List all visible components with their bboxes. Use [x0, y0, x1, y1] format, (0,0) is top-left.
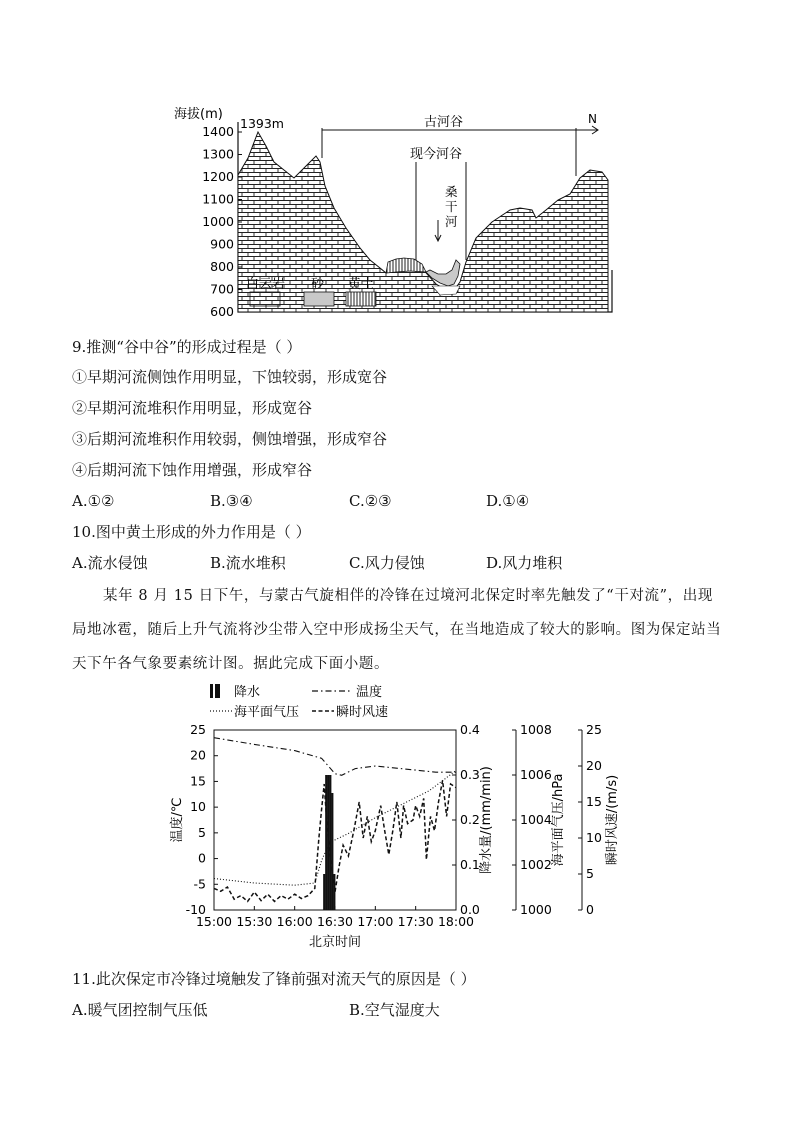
question-11-option-b[interactable]: B.空气湿度大 [349, 1001, 440, 1019]
north-label: N [588, 112, 597, 126]
legend-wind-label: 瞬时风速 [336, 705, 389, 720]
question-11-stem: 11.此次保定市冷锋过境触发了锋前强对流天气的原因是（ ） [72, 970, 476, 988]
question-10-stem: 10.图中黄土形成的外力作用是（ ） [72, 523, 311, 541]
wind-axis-label: 瞬时风速/(m/s) [605, 774, 620, 866]
temperature-tick-label: 5 [198, 824, 206, 840]
series-line-pressure [214, 771, 456, 886]
pressure-tick-label: 1006 [520, 767, 552, 782]
modern-valley-lines [416, 162, 466, 260]
wind-tick-label: 5 [586, 866, 594, 881]
precipitation-bar [333, 874, 335, 910]
figure1-y-tick: 1200 [202, 169, 234, 184]
x-tick-label: 17:30 [397, 914, 434, 929]
temperature-tick-label: 20 [190, 747, 206, 763]
question-10-option-d[interactable]: D.风力堆积 [486, 554, 563, 572]
figure1-y-tick: 1400 [202, 124, 234, 139]
precipitation-tick-label: 0.3 [460, 767, 480, 782]
precipitation-tick-label: 0.0 [460, 902, 480, 917]
pressure-axis-label: 海平面气压/hPa [551, 773, 566, 867]
figure1-y-tick: 1300 [202, 146, 234, 162]
precipitation-bar [323, 874, 325, 910]
question-9-stem: 9.推测“谷中谷”的形成过程是（ ） [72, 338, 302, 356]
precipitation-bar [327, 775, 329, 910]
wind-tick-label: 0 [586, 902, 594, 917]
x-tick-label: 15:00 [195, 914, 233, 929]
figure1-y-tick: 700 [210, 281, 234, 297]
pressure-tick-label: 1008 [520, 722, 552, 737]
question-10-option-b[interactable]: B.流水堆积 [210, 554, 286, 572]
wind-tick-label: 15 [586, 794, 602, 809]
question-10-option-c[interactable]: C.风力侵蚀 [349, 554, 425, 572]
river-label-1: 桑 [445, 184, 458, 199]
question-9-option-c[interactable]: C.②③ [349, 492, 392, 510]
temperature-tick-label: -10 [185, 902, 206, 917]
river-label-3: 河 [445, 214, 458, 229]
pressure-tick-label: 1000 [520, 902, 552, 917]
wind-tick-label: 25 [586, 722, 602, 737]
temperature-tick-label: 15 [190, 773, 206, 789]
meteorology-chart [150, 678, 650, 958]
temperature-tick-label: 25 [190, 722, 206, 737]
precipitation-bar [329, 775, 331, 910]
river-label-2: 干 [445, 199, 458, 214]
modern-valley-label: 现今河谷 [410, 147, 463, 162]
precipitation-bar [331, 793, 333, 910]
figure1-y-axis-label: 海拔(m) [174, 107, 223, 122]
figure1-y-tick: 600 [210, 304, 234, 319]
legend-pressure-label: 海平面气压 [234, 705, 300, 720]
precipitation-axis-label: 降水量/(mm/min) [479, 766, 494, 874]
legend-swatch-loess [346, 292, 376, 306]
x-axis-label: 北京时间 [308, 935, 362, 950]
ancient-valley-label: 古河谷 [424, 115, 464, 130]
precipitation-bar [325, 775, 327, 910]
terrain-loess [386, 258, 426, 273]
precipitation-tick-label: 0.4 [460, 722, 480, 737]
question-11-option-a[interactable]: A.暖气团控制气压低 [72, 1001, 208, 1019]
legend-label-sand: 砂 [311, 277, 325, 292]
x-tick-label: 15:30 [236, 914, 273, 929]
valley-profile-figure [170, 100, 620, 320]
question-9-item-2: ②早期河流堆积作用明显，形成宽谷 [72, 399, 313, 417]
legend-label-loess: 黄土 [348, 277, 375, 292]
figure1-y-tick: 800 [210, 259, 234, 274]
temperature-tick-label: 0 [198, 850, 206, 866]
x-tick-label: 16:30 [316, 914, 354, 929]
legend-swatch-sand [304, 292, 334, 306]
temperature-tick-label: -5 [193, 876, 206, 892]
legend-precip-label: 降水 [234, 685, 261, 700]
north-arrow-icon [576, 126, 598, 134]
question-9-option-a[interactable]: A.①② [72, 492, 115, 510]
legend-temp-label: 温度 [356, 685, 383, 700]
figure1-y-tick: 1000 [202, 214, 234, 229]
river-flow-arrow [435, 220, 441, 241]
figure1-peak-label: 1393m [240, 116, 284, 131]
wind-tick-label: 20 [586, 758, 602, 773]
x-tick-label: 18:00 [437, 914, 475, 929]
series-line-temperature [214, 738, 456, 776]
chart-legend [210, 684, 388, 720]
question-9-item-3: ③后期河流堆积作用较弱，侧蚀增强，形成窄谷 [72, 430, 388, 448]
question-9-option-d[interactable]: D.①④ [486, 492, 530, 510]
question-9-item-4: ④后期河流下蚀作用增强，形成窄谷 [72, 461, 313, 479]
temperature-tick-label: 10 [190, 799, 206, 815]
temperature-axis-label: 温度/℃ [170, 797, 185, 843]
x-tick-label: 17:00 [357, 914, 394, 929]
precipitation-tick-label: 0.1 [460, 857, 480, 872]
passage-text: 某年 8 月 15 日下午，与蒙古气旋相伴的冷锋在过境河北保定时率先触发了“干对流”，出现局地冰雹，随后上升气流将沙尘带入空中形成扬尘天气，在当地造成了较大的影响。图为保定站当天下午各气象要素统计图。据此完成下面小题。 [72, 588, 722, 672]
question-9-option-b[interactable]: B.③④ [210, 492, 253, 510]
figure1-y-tick-labels [202, 124, 242, 319]
question-10-option-a[interactable]: A.流水侵蚀 [72, 554, 148, 572]
wind-tick-label: 10 [586, 830, 602, 845]
pressure-tick-label: 1004 [520, 812, 552, 827]
question-9-item-1: ①早期河流侧蚀作用明显，下蚀较弱，形成宽谷 [72, 368, 388, 386]
legend-label-dolomite: 白云岩 [246, 277, 286, 292]
x-tick-label: 16:00 [276, 914, 313, 929]
pressure-tick-label: 1002 [520, 857, 552, 872]
figure1-y-tick: 900 [210, 236, 234, 252]
legend-precip-swatch [210, 684, 213, 698]
figure1-y-tick: 1100 [202, 191, 234, 207]
legend-swatch-dolomite [250, 292, 280, 306]
precipitation-tick-label: 0.2 [460, 812, 480, 827]
